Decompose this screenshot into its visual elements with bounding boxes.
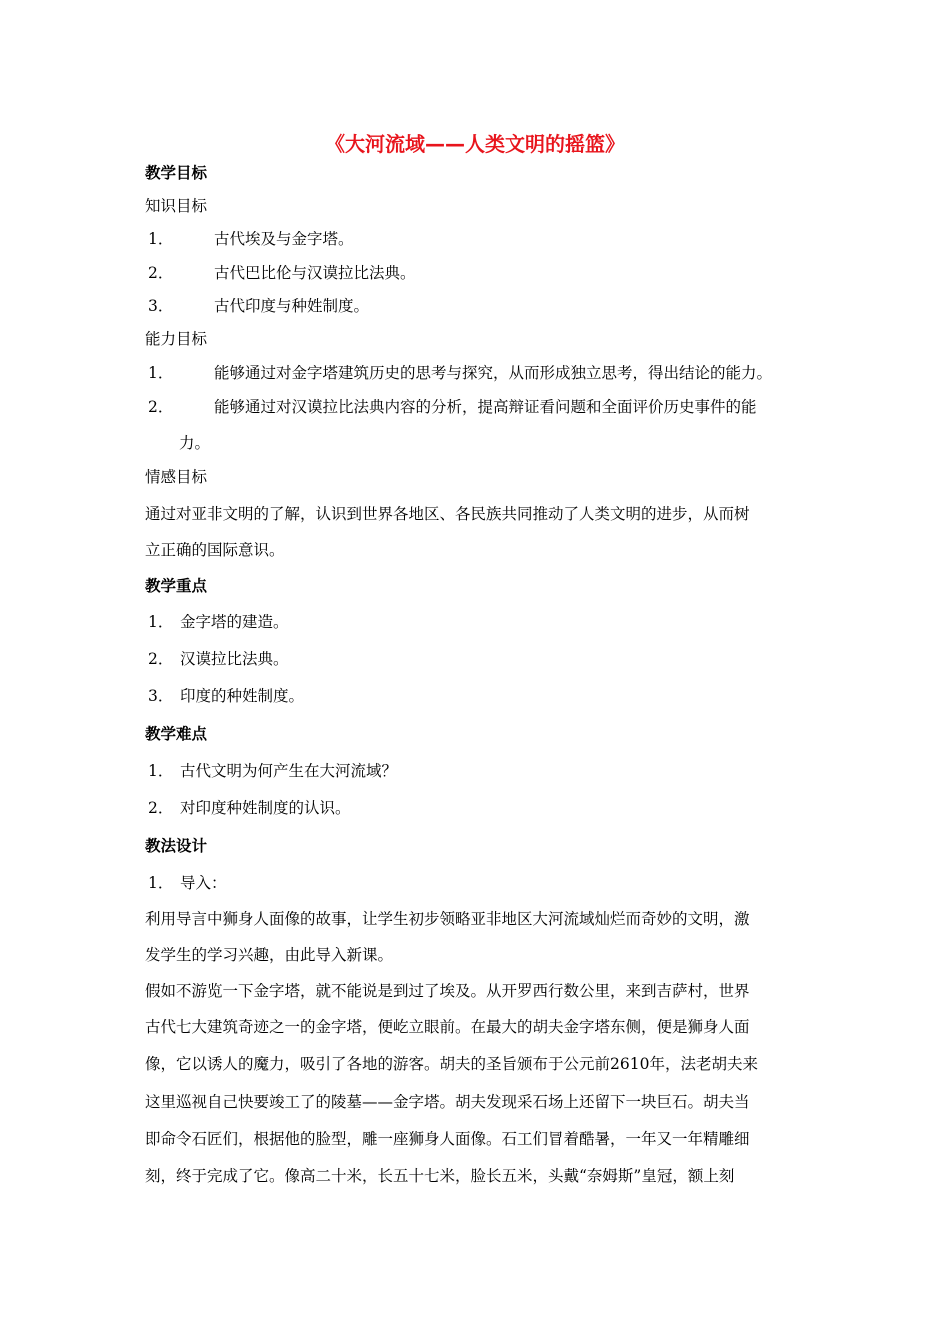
list-item: [145, 363, 772, 383]
key-heading: 教学重点: [145, 577, 208, 595]
item-text: 印度的种姓制度。: [180, 687, 305, 705]
item-text: 金字塔的建造。: [180, 613, 289, 631]
list-item: [145, 761, 397, 781]
list-item: [145, 612, 289, 632]
item-text: 能够通过对汉谟拉比法典内容的分析，提高辩证看问题和全面评价历史事件的能: [214, 398, 757, 416]
item-text: 古代文明为何产生在大河流域？: [180, 762, 398, 780]
item-number: 2．: [148, 650, 174, 668]
item-number: 1．: [148, 613, 174, 631]
paragraph-line: 古代七大建筑奇迹之一的金字塔，便屹立眼前。在最大的胡夫金字塔东侧，便是狮身人面: [145, 1018, 750, 1036]
item-number: 3．: [148, 297, 174, 315]
paragraph-line: 刻，终于完成了它。像高二十米，长五十七米，脸长五米，头戴“奈姆斯”皇冠，额上刻: [145, 1167, 735, 1185]
paragraph-line: 即命令石匠们，根据他的脸型，雕一座狮身人面像。石工们冒着酷暑，一年又一年精雕细: [145, 1130, 750, 1148]
method-heading: 教法设计: [145, 837, 208, 855]
item-number: 1．: [148, 230, 174, 248]
knowledge-heading: 知识目标: [145, 197, 208, 215]
paragraph-line: 通过对亚非文明的了解，认识到世界各地区、各民族共同推动了人类文明的进步，从而树: [145, 505, 750, 523]
paragraph-line: 这里巡视自己快要竣工了的陵墓——金字塔。胡夫发现采石场上还留下一块巨石。胡夫当: [145, 1093, 750, 1111]
list-item: [145, 798, 351, 818]
item-number: 2．: [148, 398, 174, 416]
document-title: 《大河流域——人类文明的摇篮》: [325, 132, 625, 156]
paragraph-line: 假如不游览一下金字塔，就不能说是到过了埃及。从开罗西行数公里，来到吉萨村，世界: [145, 982, 750, 1000]
item-number: 1．: [148, 874, 174, 892]
list-item: [145, 296, 369, 316]
item-text: 古代埃及与金字塔。: [214, 230, 354, 248]
paragraph-line: 利用导言中狮身人面像的故事，让学生初步领略亚非地区大河流域灿烂而奇妙的文明，激: [145, 910, 750, 928]
item-number: 2．: [148, 799, 174, 817]
ability-heading: 能力目标: [145, 330, 208, 348]
list-item: [145, 873, 227, 893]
paragraph-line: 发学生的学习兴趣，由此导入新课。: [145, 946, 394, 964]
item-number: 2．: [148, 264, 174, 282]
list-item: [145, 649, 289, 669]
item-text: 能够通过对金字塔建筑历史的思考与探究，从而形成独立思考，得出结论的能力。: [214, 364, 773, 382]
list-item: [145, 686, 304, 706]
item-text: 古代印度与种姓制度。: [214, 297, 370, 315]
list-item: [145, 263, 416, 283]
item-text: 对印度种姓制度的认识。: [180, 799, 351, 817]
difficulty-heading: 教学难点: [145, 725, 208, 743]
goals-heading: 教学目标: [145, 164, 208, 182]
paragraph-line: 像，它以诱人的魔力，吸引了各地的游客。胡夫的圣旨颁布于公元前2610年，法老胡夫来: [145, 1055, 758, 1073]
paragraph-line: 立正确的国际意识。: [145, 541, 285, 559]
item-number: 3．: [148, 687, 174, 705]
list-item: [145, 397, 757, 417]
emotion-heading: 情感目标: [145, 468, 208, 486]
item-number: 1．: [148, 762, 174, 780]
item-text-continuation: 力。: [179, 434, 211, 452]
item-text: 汉谟拉比法典。: [180, 650, 289, 668]
list-item: [145, 229, 354, 249]
item-text: 导入：: [180, 874, 227, 892]
item-text: 古代巴比伦与汉谟拉比法典。: [214, 264, 416, 282]
item-number: 1．: [148, 364, 174, 382]
